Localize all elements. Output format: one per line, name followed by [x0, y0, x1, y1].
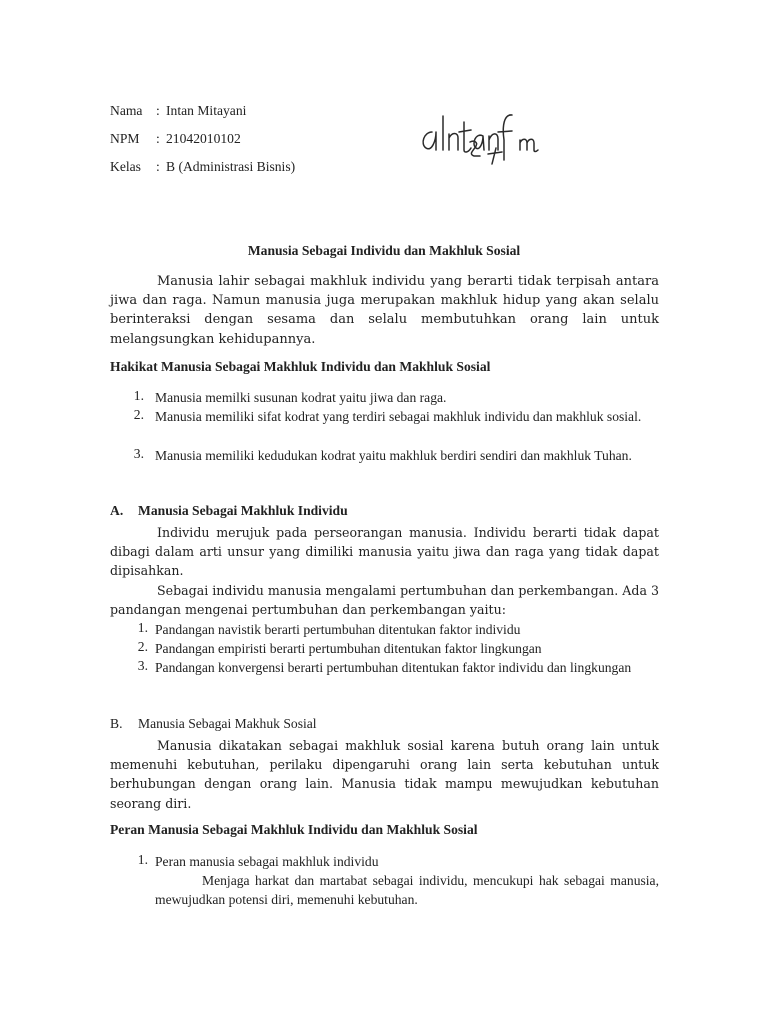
section-a-title: Manusia Sebagai Makhluk Individu: [138, 503, 348, 518]
section-a-item-1-number: 1.: [137, 620, 148, 635]
peran-item-1-number: 1.: [137, 852, 148, 867]
npm-label: NPM: [110, 131, 140, 146]
class-value: B (Administrasi Bisnis): [166, 159, 296, 174]
hakikat-item-2-number: 2.: [133, 407, 144, 422]
section-a-item-2-text: Pandangan empiristi berarti pertumbuhan ditentukan faktor lingkungan: [155, 641, 542, 656]
section-a-paragraph-2: Sebagai individu manusia mengalami pertumbuhan dan perkembangan. Ada 3 pandangan mengenai pertumbuhan dan perkembangan yaitu:: [110, 583, 659, 618]
section-a-paragraph-1: Individu merujuk pada perseorangan manusia. Individu berarti tidak dapat dibagi dalam arti unsur yang dimiliki manusia yaitu jiwa dan raga yang tidak dapat dipisahkan.: [110, 525, 659, 579]
section-a-item-3-number: 3.: [137, 658, 148, 673]
section-b-paragraph: Manusia dikatakan sebagai makhluk sosial karena butuh orang lain untuk memenuhi kebutuhan, perilaku dipengaruhi orang lain serta kebutuhan untuk berhubungan dengan orang lain. Manusia tidak mampu mewujudkan kebutuhan seorang diri.: [110, 738, 659, 811]
name-label: Nama: [110, 103, 143, 118]
class-label: Kelas: [110, 159, 141, 174]
section-a-item-2-number: 2.: [137, 639, 148, 654]
npm-value: 21042010102: [166, 131, 241, 146]
peran-item-1-title: Peran manusia sebagai makhluk individu: [155, 854, 379, 869]
section-b-title: Manusia Sebagai Makhuk Sosial: [138, 716, 317, 731]
intro-paragraph: Manusia lahir sebagai makhluk individu yang berarti tidak terpisah antara jiwa dan raga. Namun manusia juga merupakan makhluk hidup yang akan selalu berinteraksi dengan sesama dan selalu membutuhkan orang lain untuk melangsungkan kehidupannya.: [110, 274, 659, 347]
document-title: Manusia Sebagai Individu dan Makhluk Sosial: [247, 243, 521, 258]
npm-separator: :: [156, 131, 160, 146]
section-a-letter: A.: [110, 503, 124, 518]
name-separator: :: [156, 103, 160, 118]
peran-item-1-text: Menjaga harkat dan martabat sebagai individu, mencukupi hak sebagai manusia, mewujudkan potensi diri, memenuhi kebutuhan.: [155, 873, 659, 908]
hakikat-item-2-text: Manusia memiliki sifat kodrat yang terdiri sebagai makhluk individu dan makhluk sosial.: [155, 409, 642, 424]
peran-heading: Peran Manusia Sebagai Makhluk Individu dan Makhluk Sosial: [110, 822, 478, 837]
section-a-item-1-text: Pandangan navistik berarti pertumbuhan ditentukan faktor individu: [155, 622, 521, 637]
class-separator: :: [156, 159, 160, 174]
section-b-letter: B.: [110, 716, 123, 731]
hakikat-item-3-text: Manusia memiliki kedudukan kodrat yaitu makhluk berdiri sendiri dan makhluk Tuhan.: [155, 448, 632, 463]
hakikat-item-1-number: 1.: [133, 388, 144, 403]
hakikat-heading: Hakikat Manusia Sebagai Makhluk Individu dan Makhluk Sosial: [110, 359, 491, 374]
name-value: Intan Mitayani: [166, 103, 247, 118]
hakikat-item-1-text: Manusia memilki susunan kodrat yaitu jiwa dan raga.: [155, 390, 447, 405]
signature-image: [418, 110, 548, 170]
section-a-item-3-text: Pandangan konvergensi berarti pertumbuhan ditentukan faktor individu dan lingkungan: [155, 660, 632, 675]
hakikat-item-3-number: 3.: [133, 446, 144, 461]
